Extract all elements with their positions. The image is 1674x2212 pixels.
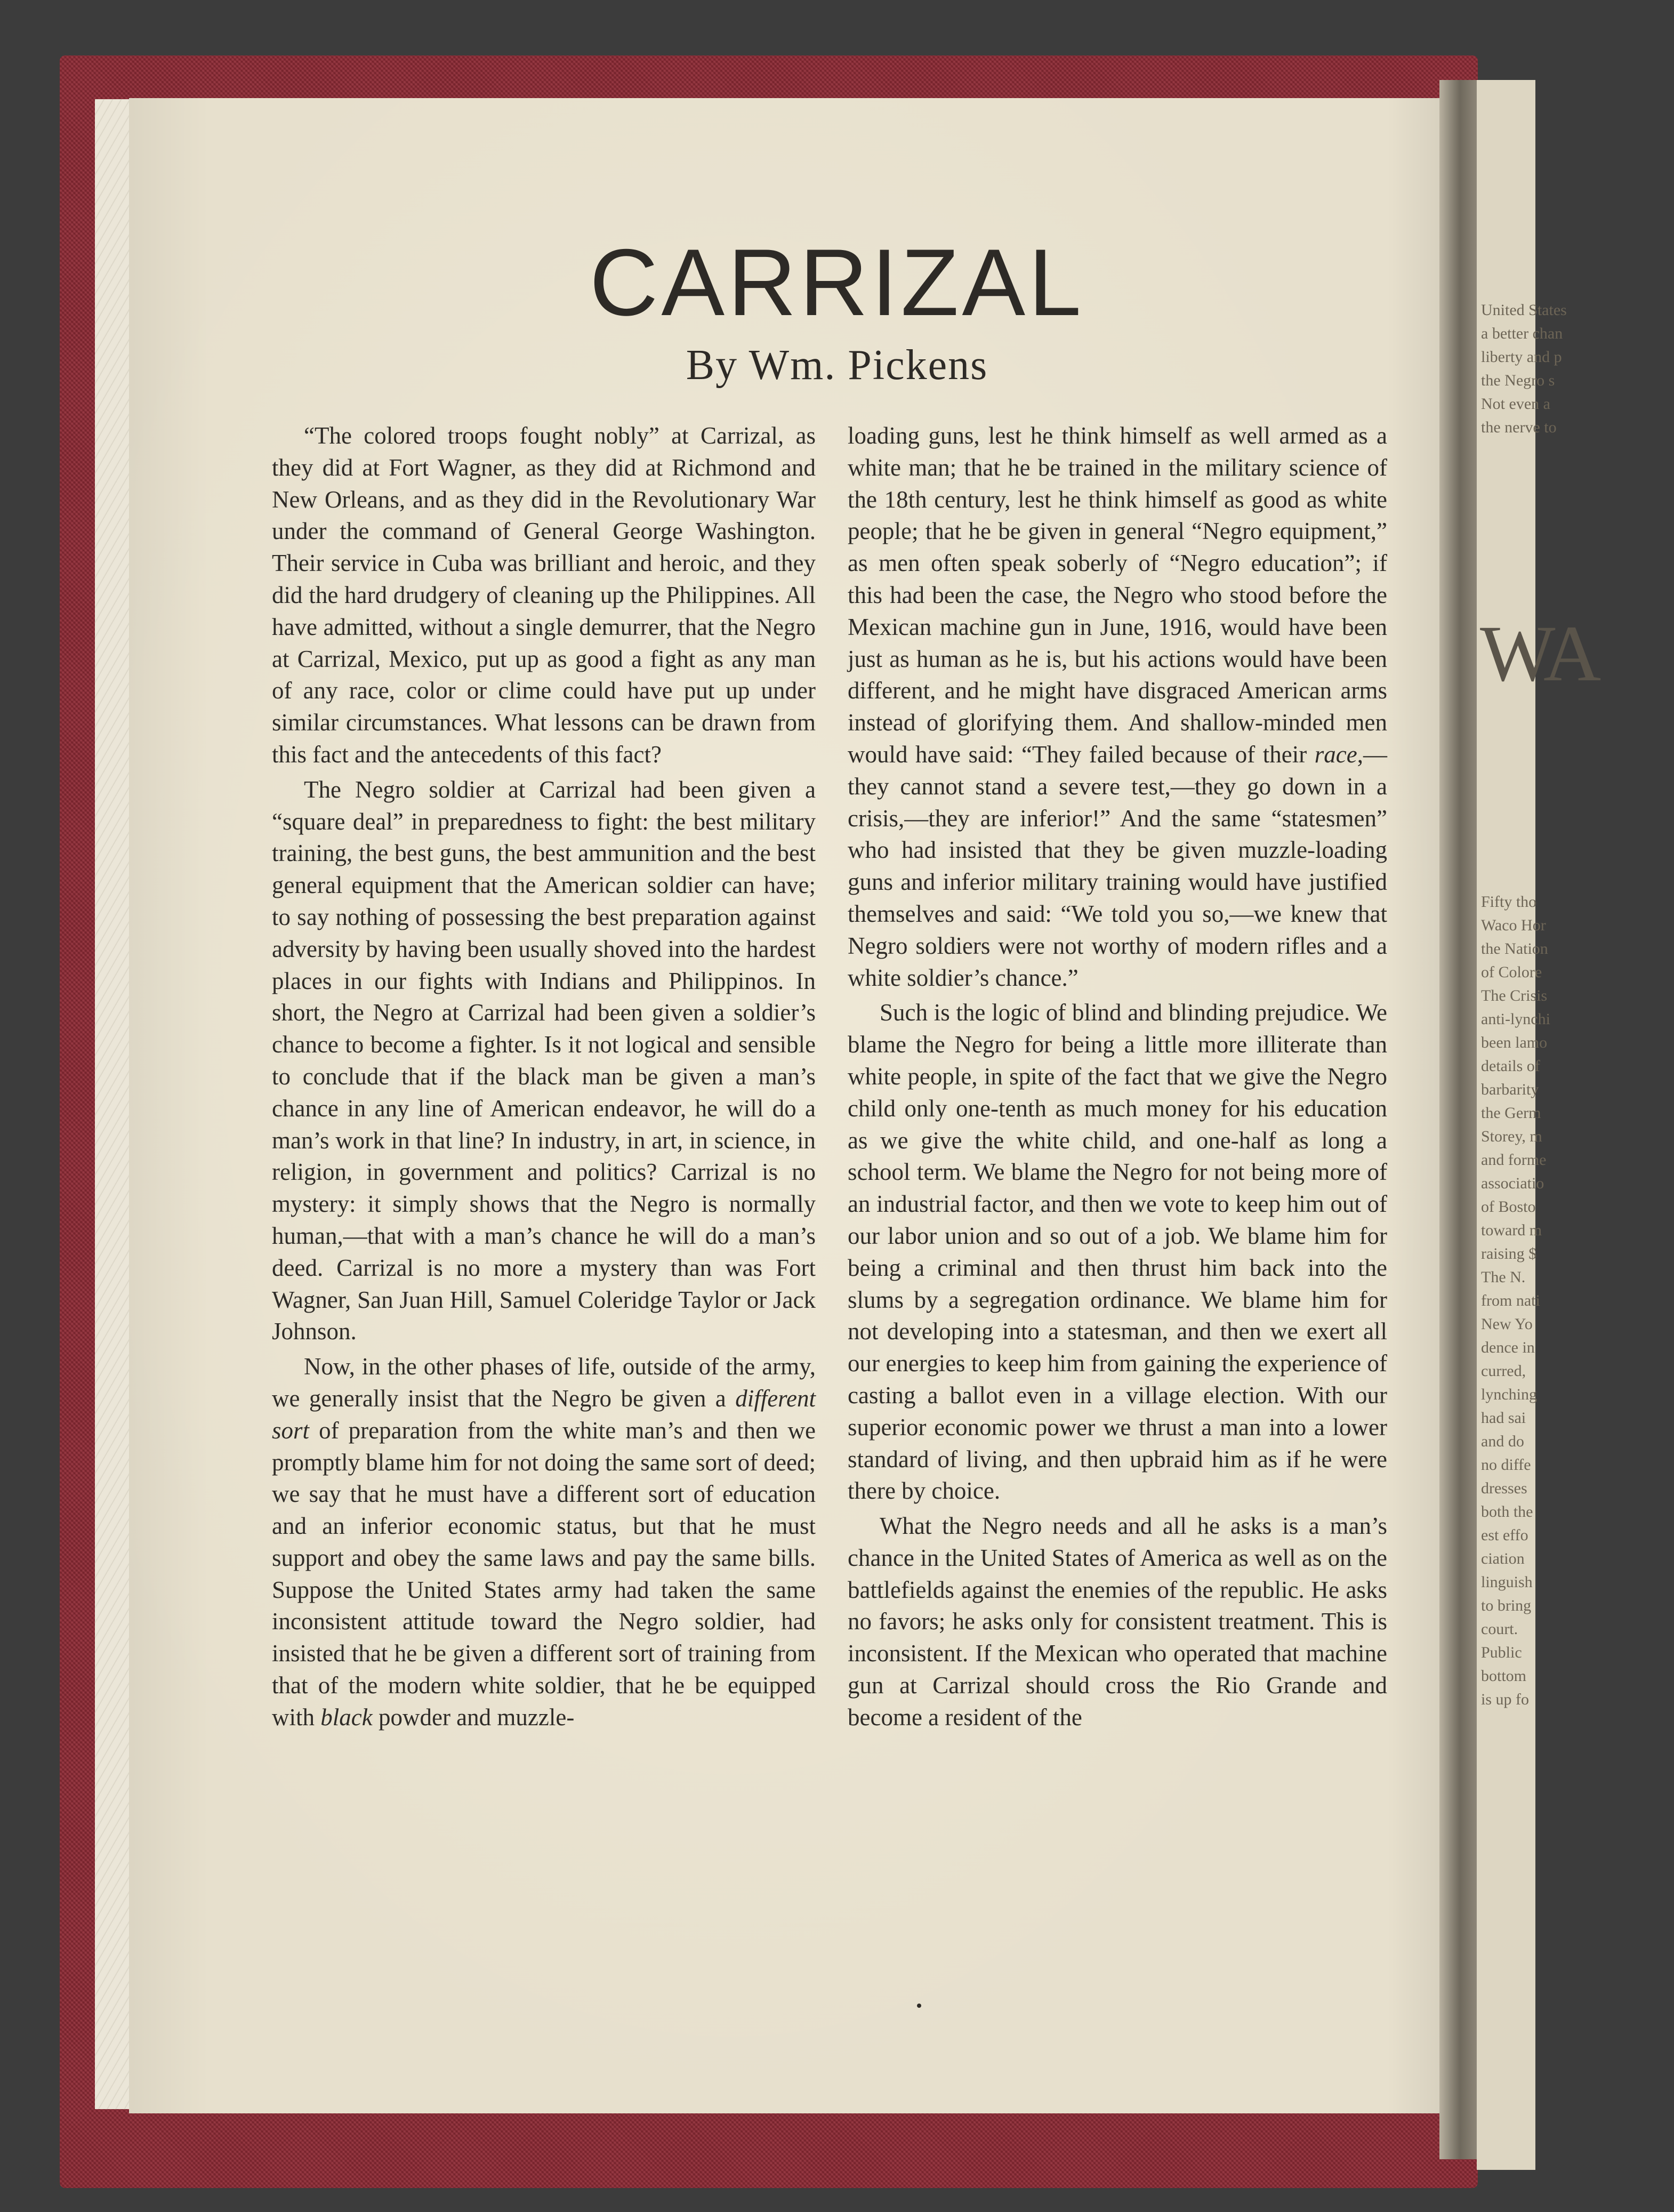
- adjacent-text: both the: [1481, 1503, 1533, 1521]
- adjacent-text: lynching: [1481, 1386, 1537, 1403]
- text-run: loading guns, lest he think himself as well armed as a white man; that he be trained in the military science of the 18th century, lest he think himself as good as white people; that he be given in general “Negro equipment,” as men often speak soberly of “Negro education”; if this had been the case, the Negro who stood before the Mexican machine gun in June, 1916, would have been just as human as he is, but his actions would have been different, and he might have disgraced American arms instead of glorifying them. And shallow-minded men would have said: “They failed because of their: [848, 422, 1387, 768]
- adjacent-text: the nerve to: [1481, 419, 1557, 436]
- article-byline: By Wm. Pickens: [686, 342, 988, 389]
- adjacent-text: Fifty tho: [1481, 893, 1537, 911]
- adjacent-text: no diffe: [1481, 1456, 1531, 1474]
- adjacent-text: The Crisis: [1481, 987, 1548, 1004]
- right-text-column: [848, 420, 1387, 1734]
- adjacent-text: New Yo: [1481, 1315, 1533, 1333]
- adjacent-text: Public: [1481, 1644, 1522, 1661]
- paragraph: “The colored troops fought nobly” at Carrizal, as they did at Fort Wagner, as they did at Richmond and New Orleans, and as they did in the Revolutionary War under the command of General George Washington. Their service in Cuba was brilliant and heroic, and they did the hard drudgery of cleaning up the Philippines. All have admitted, without a single demurrer, that the Negro at Carrizal, Mexico, put up as good a fight as any man of any race, color or clime could have put up under similar circumstances. What lessons can be drawn from this fact and the antecedents of this fact?: [272, 422, 816, 768]
- adjacent-text: Not even a: [1481, 395, 1550, 413]
- italic-text: race: [1314, 741, 1357, 768]
- adjacent-text: of Bosto: [1481, 1198, 1536, 1216]
- adjacent-text: United States: [1481, 301, 1567, 319]
- adjacent-text: the Nation: [1481, 940, 1548, 958]
- adjacent-text: and do: [1481, 1433, 1524, 1450]
- adjacent-text: the Negro s: [1481, 372, 1555, 389]
- adjacent-text: been lamo: [1481, 1034, 1548, 1051]
- adjacent-text: associatio: [1481, 1175, 1544, 1192]
- page-mark: [917, 2004, 921, 2008]
- paragraph: The Negro soldier at Carrizal had been given a “square deal” in preparedness to fight: the best military training, the best guns, the best ammunition and the best general equipment that the American soldier can have; to say nothing of possessing the best preparation against adversity by having been usually shoved into the hardest places in our fights with Indians and Philippinos. In short, the Negro at Carrizal had been given a soldier’s chance to become a fighter. Is it not logical and sensible to conclude that if the black man be given a man’s chance in any line of American endeavor, he will do a man’s work in that line? In industry, in art, in science, in religion, in government and politics? Carrizal is no mystery: it simply shows that the Negro is normally human,—that with a man’s chance he will do a man’s deed. Carrizal is no more a mystery than was Fort Wagner, San Juan Hill, Samuel Coleridge Taylor or Jack Johnson.: [272, 776, 816, 1345]
- adjacent-text: anti-lynchi: [1481, 1010, 1550, 1028]
- paragraph: Such is the logic of blind and blinding prejudice. We blame the Negro for being a little more illiterate than white people, in spite of the fact that we give the Negro child only one-tenth as much money for his education as we give the white child, and one-half as long a school term. We blame the Negro for not being more of an industrial factor, and then we vote to keep him out of our labor union and so out of a job. We blame him for being a criminal and then thrust him back into the slums by a segregation ordinance. We blame him for not developing into a statesman, and then we exert all our energies to keep him from gaining the experience of casting a ballot even in a village election. With our superior economic power we thrust a man into a lower standard of living, and then upbraid him as if he were there by choice.: [848, 999, 1387, 1505]
- book-gutter: [1439, 80, 1477, 2159]
- adjacent-text: is up fo: [1481, 1691, 1529, 1708]
- adjacent-text: raising $: [1481, 1245, 1537, 1262]
- adjacent-text: barbarity: [1481, 1081, 1539, 1098]
- text-run: Now, in the other phases of life, outside of the army, we generally insist that the Negro be given a: [272, 1353, 816, 1412]
- adjacent-text: a better chan: [1481, 325, 1563, 342]
- left-text-column: [272, 420, 816, 1734]
- endpaper: [95, 99, 134, 2109]
- adjacent-text: court.: [1481, 1620, 1518, 1638]
- text-run: ,—they cannot stand a severe test,—they go down in a crisis,—they are inferior!” And the same “statesmen” who had insisted that they be given muzzle-loading guns and inferior military training would have justified themselves and said: “We told you so,—we knew that Negro soldiers were not worthy of modern rifles and a white soldier’s chance.”: [848, 741, 1387, 991]
- adjacent-text: linguish: [1481, 1573, 1533, 1591]
- adjacent-text: dence in: [1481, 1339, 1535, 1356]
- adjacent-text: dresses: [1481, 1479, 1527, 1497]
- adjacent-text: ciation: [1481, 1550, 1525, 1567]
- paragraph: [848, 420, 1387, 994]
- text-run: powder and muzzle-: [372, 1703, 575, 1731]
- adjacent-text: bottom: [1481, 1667, 1527, 1685]
- adjacent-text: and forme: [1481, 1151, 1547, 1169]
- adjacent-text: had sai: [1481, 1409, 1526, 1427]
- italic-text: different sort: [272, 1385, 816, 1444]
- paragraph: [272, 1351, 816, 1734]
- adjacent-text: curred,: [1481, 1362, 1526, 1380]
- adjacent-text: liberty and p: [1481, 348, 1562, 366]
- adjacent-text: The N.: [1481, 1268, 1526, 1286]
- adjacent-text: est effo: [1481, 1526, 1528, 1544]
- adjacent-text: to bring: [1481, 1597, 1532, 1614]
- adjacent-text: of Colore: [1481, 963, 1542, 981]
- text-run: of preparation from the white man’s and then we promptly blame him for not doing the same sort of deed; we say that he must have a different sort of education and an inferior economic status, but that he must support and obey the same laws and pay the same bills. Suppose the United States army had taken the same inconsistent attitude toward the Negro soldier, had insisted that he be given a different sort of training from that of the modern white soldier, that he be equipped with: [272, 1417, 816, 1731]
- adjacent-text: Waco Hor: [1481, 916, 1546, 934]
- adjacent-text: from nati: [1481, 1292, 1540, 1309]
- paragraph: What the Negro needs and all he asks is a man’s chance in the United States of America as well as on the battlefields against the enemies of the republic. He asks no favors; he asks only for consistent treatment. This is inconsistent. If the Mexican who operated that machine gun at Carrizal should cross the Rio Grande and become a resident of the: [848, 1513, 1387, 1731]
- adjacent-text: the Germ: [1481, 1104, 1541, 1122]
- italic-text: black: [320, 1703, 373, 1731]
- adjacent-heading: WA: [1480, 609, 1598, 698]
- adjacent-text: details of: [1481, 1057, 1540, 1075]
- article-title: CARRIZAL: [589, 229, 1085, 335]
- adjacent-text: Storey, m: [1481, 1128, 1542, 1145]
- adjacent-text: toward m: [1481, 1221, 1542, 1239]
- adjacent-page: [1477, 80, 1598, 2170]
